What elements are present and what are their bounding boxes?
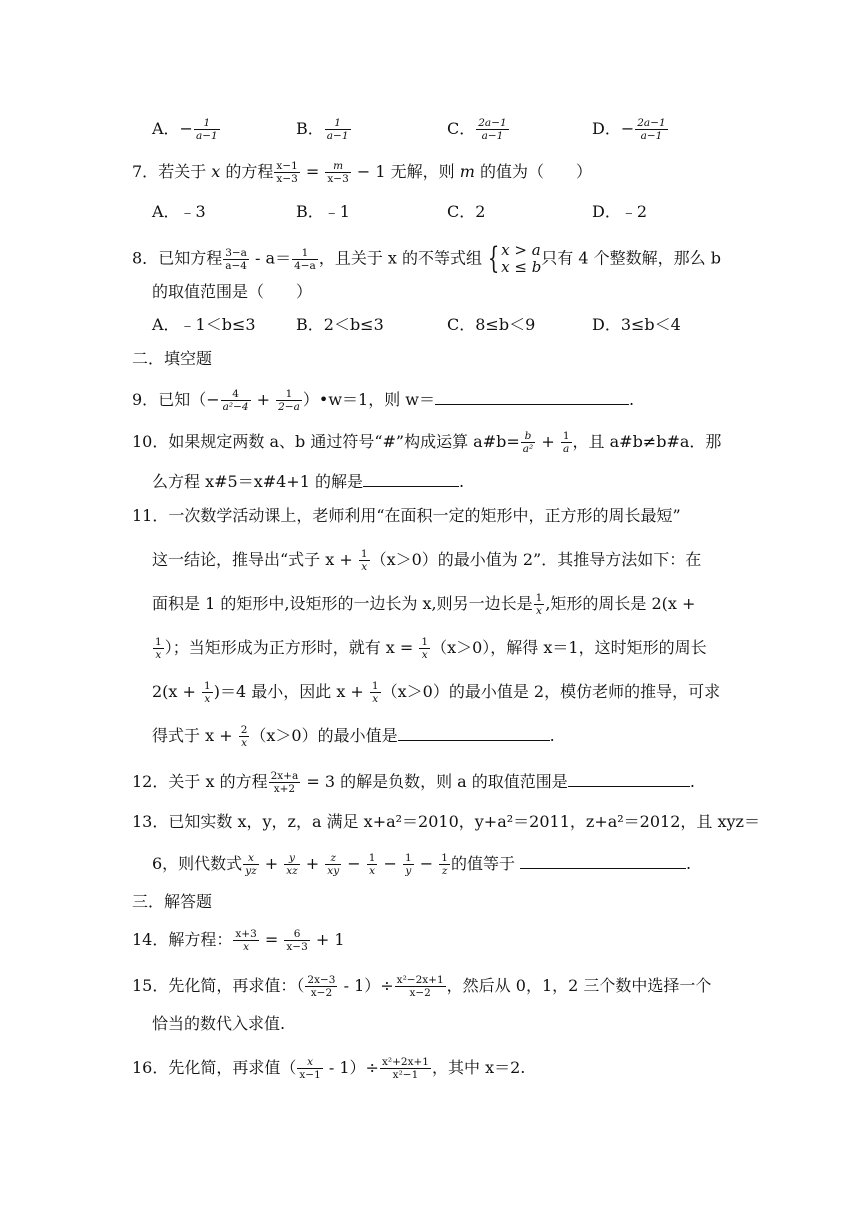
text: 2(x + [152,682,202,701]
question-number: 14． [132,930,169,949]
question-11-line3 [152,592,695,617]
denominator: 2−a [278,401,300,413]
inequality-system [501,242,541,276]
text: . [686,854,692,873]
text: - 1）÷ [323,1058,379,1077]
answer-blank[interactable] [520,852,686,869]
text: （x＞0），解得 x＝1，这时矩形的周长 [431,638,707,657]
denominator: x [155,649,162,661]
fraction [305,974,337,999]
question-13-line2 [152,852,691,877]
denominator: x [369,865,376,877]
text: . [549,726,555,745]
numerator: 1 [204,680,211,692]
denominator: a²−4 [222,401,249,413]
question-number: 7． [132,162,159,181]
numerator: 1 [325,117,351,130]
section-heading-fill-in: 二．填空题 [132,349,213,368]
fraction [403,852,414,877]
numerator: 1 [368,852,376,864]
fraction [370,680,381,705]
numerator: 1 [194,117,220,130]
text: 么方程 x#5＝x#4+1 的解是 [152,472,363,491]
text: 的值为（ ） [474,162,592,181]
text: + 1 [310,930,345,949]
question-number: 16． [132,1058,169,1077]
denominator: a−4 [225,259,247,272]
fraction [476,117,508,142]
denominator: xz [286,865,298,877]
text: 解方程： [168,930,233,949]
numerator: 2x+a [270,770,299,782]
text: ，且关于 x 的不等式组 [318,248,483,268]
fraction [276,388,302,413]
operator: − [378,854,402,873]
question-8-line2: 的取值范围是（ ） [152,282,313,301]
denominator: a−1 [195,130,218,142]
text: - 1）÷ [338,976,394,995]
fraction [297,1056,322,1081]
fraction [395,974,446,999]
text: 面积是 1 的矩形中,设矩形的一边长为 x,则另一边长是 [152,594,533,613]
text: （x＞0）的最小值是 [250,726,398,745]
fraction [325,852,341,877]
text: . [458,472,465,491]
q6-option-c [447,117,510,142]
option-label: A．− [152,119,193,138]
question-15-line2: 恰当的数代入求值. [152,1014,286,1033]
numerator: 1 [371,680,379,692]
denominator: 4−a [294,259,316,272]
numerator: z [325,852,341,865]
numerator: 1 [360,548,368,560]
fraction [202,680,213,705]
text: 关于 x 的方程 [168,772,268,791]
question-10 [132,430,721,455]
text: ，且 a#b≠b#a．那 [572,432,722,451]
numerator: 3−a [225,246,247,259]
section-heading-solve: 三．解答题 [132,892,213,911]
q6-option-a [152,117,221,142]
denominator: a² [522,443,534,455]
numerator: x²−2x+1 [396,974,444,986]
text: + [536,432,560,451]
denominator: x [241,737,247,749]
numerator: 2x−3 [307,974,336,986]
numerator: 1 [441,852,448,864]
numerator: b [521,430,535,443]
numerator: 2a−1 [637,117,666,129]
question-12 [132,770,695,795]
denominator: x−3 [276,173,298,185]
fraction [284,928,309,953]
question-number: 8． [132,248,159,268]
denominator: x−3 [327,173,349,185]
var: x [211,162,221,181]
denominator: x−2 [409,987,431,999]
denominator: a−1 [481,130,504,142]
denominator: xy [327,865,340,877]
question-13 [132,812,760,832]
numerator: 1 [404,852,412,864]
fraction [419,636,430,661]
text: = [259,930,284,949]
numerator: x²+2x+1 [381,1056,429,1068]
question-number: 9． [132,390,159,409]
text: = [300,162,325,181]
operator: + [259,854,284,873]
answer-blank[interactable] [398,724,550,741]
q7-option-a: A．﹣3 [152,202,206,221]
text: ）；当矩形成为正方形时，就有 x = [164,638,419,657]
operator: − [342,854,366,873]
fraction [325,160,350,185]
fraction [233,928,258,953]
brace-icon: { [487,241,500,276]
text: 如果规定两数 a、b 通过符号“#”构成运算 a#b= [168,432,520,451]
numerator: y [284,852,299,865]
q7-option-c: C．2 [447,202,486,221]
fraction [239,724,250,749]
numerator: 6 [284,928,309,941]
text: 的方程 [220,162,274,181]
q6-option-d [592,117,669,142]
operator: − [414,854,439,873]
question-number: 10． [132,432,169,451]
option-label: B． [296,119,324,138]
numerator: 1 [535,592,543,604]
text: 已知实数 x，y，z，a 满足 x+a²＝2010，y+a²＝2011，z+a²＝2012，且 xyz＝ [168,812,760,831]
fraction [243,852,258,877]
text: )＝4 最小，因此 x + [213,682,369,701]
question-11 [132,506,681,526]
text: 先化简，再求值：（ [168,976,305,995]
denominator: z [441,865,448,877]
numerator: 1 [292,247,318,260]
var: m [459,162,475,181]
denominator: x [204,693,211,705]
question-number: 11． [132,506,169,525]
q7-option-d: D．﹣2 [592,202,648,221]
text: 已知（− [158,390,220,409]
q8-option-c: C．8≤b＜9 [447,315,536,334]
text: ）•w＝1，则 w＝ [302,390,435,409]
question-11-line4 [152,636,707,661]
text: 得式于 x + [152,726,238,745]
fraction [223,247,249,272]
numerator: 2 [240,724,248,736]
text: 6，则代数式 [152,854,243,873]
text: 已知方程 [158,248,223,268]
fraction [635,117,667,142]
fraction [325,117,351,142]
fraction [269,770,301,795]
text: = 3 的解是负数，则 a 的取值范围是 [301,772,568,791]
denominator: y [405,865,412,877]
numerator: 4 [221,388,251,401]
text: . [689,772,695,791]
numerator: 1 [562,430,570,442]
q8-option-a: A．﹣1＜b≤3 [152,315,256,334]
fraction [367,852,378,877]
fraction [359,548,370,573]
fraction [221,388,251,413]
q8-option-d: D．3≤b＜4 [592,315,681,334]
numerator: 1 [421,636,429,648]
text: （x＞0）的最小值为 2”．其推导方法如下：在 [370,550,702,569]
question-16 [132,1056,525,1081]
inequality: x > a [501,241,541,259]
question-9 [132,388,634,413]
denominator: x+2 [273,783,296,795]
text: 的值等于 [450,854,521,873]
fraction [284,852,299,877]
fraction [521,430,535,455]
text: 只有 4 个整数解，那么 b [541,248,721,268]
numerator: m [325,160,350,173]
question-number: 12． [132,772,169,791]
denominator: x [421,649,428,661]
question-10-line2 [152,470,464,492]
q8-option-b: B．2＜b≤3 [296,315,384,334]
denominator: x−2 [310,987,333,999]
question-number: 13． [132,812,169,831]
operator: + [300,854,325,873]
q7-option-b: B．﹣1 [296,202,350,221]
fraction [153,636,164,661]
text: . [629,390,635,409]
fraction [561,430,572,455]
fraction [380,1056,431,1081]
inequality: x ≤ b [501,258,542,276]
denominator: yz [245,865,257,877]
question-15 [132,974,711,999]
option-label: D．− [592,119,635,138]
question-14 [132,928,345,953]
text: ，其中 x＝2. [431,1058,526,1077]
denominator: x−3 [286,941,308,953]
fraction [439,852,450,877]
denominator: x−1 [299,1069,321,1081]
question-11-line6 [152,724,555,749]
option-label: C． [447,119,476,138]
text: 一次数学活动课上，老师利用“在面积一定的矩形中，正方形的周长最短” [168,506,681,525]
text: - a＝ [249,248,292,268]
text: − 1 无解，则 [351,162,460,181]
question-8 [132,242,721,276]
fraction [194,117,220,142]
answer-blank[interactable] [363,470,459,487]
denominator: x [243,941,250,953]
question-7 [132,160,592,185]
text: ,矩形的周长是 2(x + [545,594,696,613]
denominator: a [563,443,570,455]
denominator: x [361,561,368,573]
denominator: x²−1 [392,1069,419,1081]
fraction [274,160,299,185]
denominator: x [372,693,379,705]
text: ，然后从 0，1，2 三个数中选择一个 [446,976,712,995]
text: 先化简，再求值（ [168,1058,297,1077]
fraction [534,592,545,617]
question-11-line5 [152,680,720,705]
text: （x＞0）的最小值是 2，模仿老师的推导，可求 [381,682,721,701]
denominator: a−1 [326,130,349,142]
answer-blank[interactable] [435,388,629,405]
numerator: 1 [276,388,302,401]
denominator: x [536,605,542,617]
denominator: a−1 [640,130,663,142]
numerator: x [297,1056,322,1069]
numerator: x [243,852,258,865]
question-11-line2 [152,548,701,573]
fraction [292,247,318,272]
question-number: 15． [132,976,169,995]
text: 这一结论，推导出“式子 x + [152,550,358,569]
text: + [251,390,276,409]
numerator: x+3 [235,928,257,940]
numerator: 1 [155,636,162,648]
numerator: x−1 [276,160,298,172]
answer-blank[interactable] [568,770,690,787]
q6-option-b [296,117,352,142]
text: 若关于 [158,162,212,181]
numerator: 2a−1 [478,117,507,129]
